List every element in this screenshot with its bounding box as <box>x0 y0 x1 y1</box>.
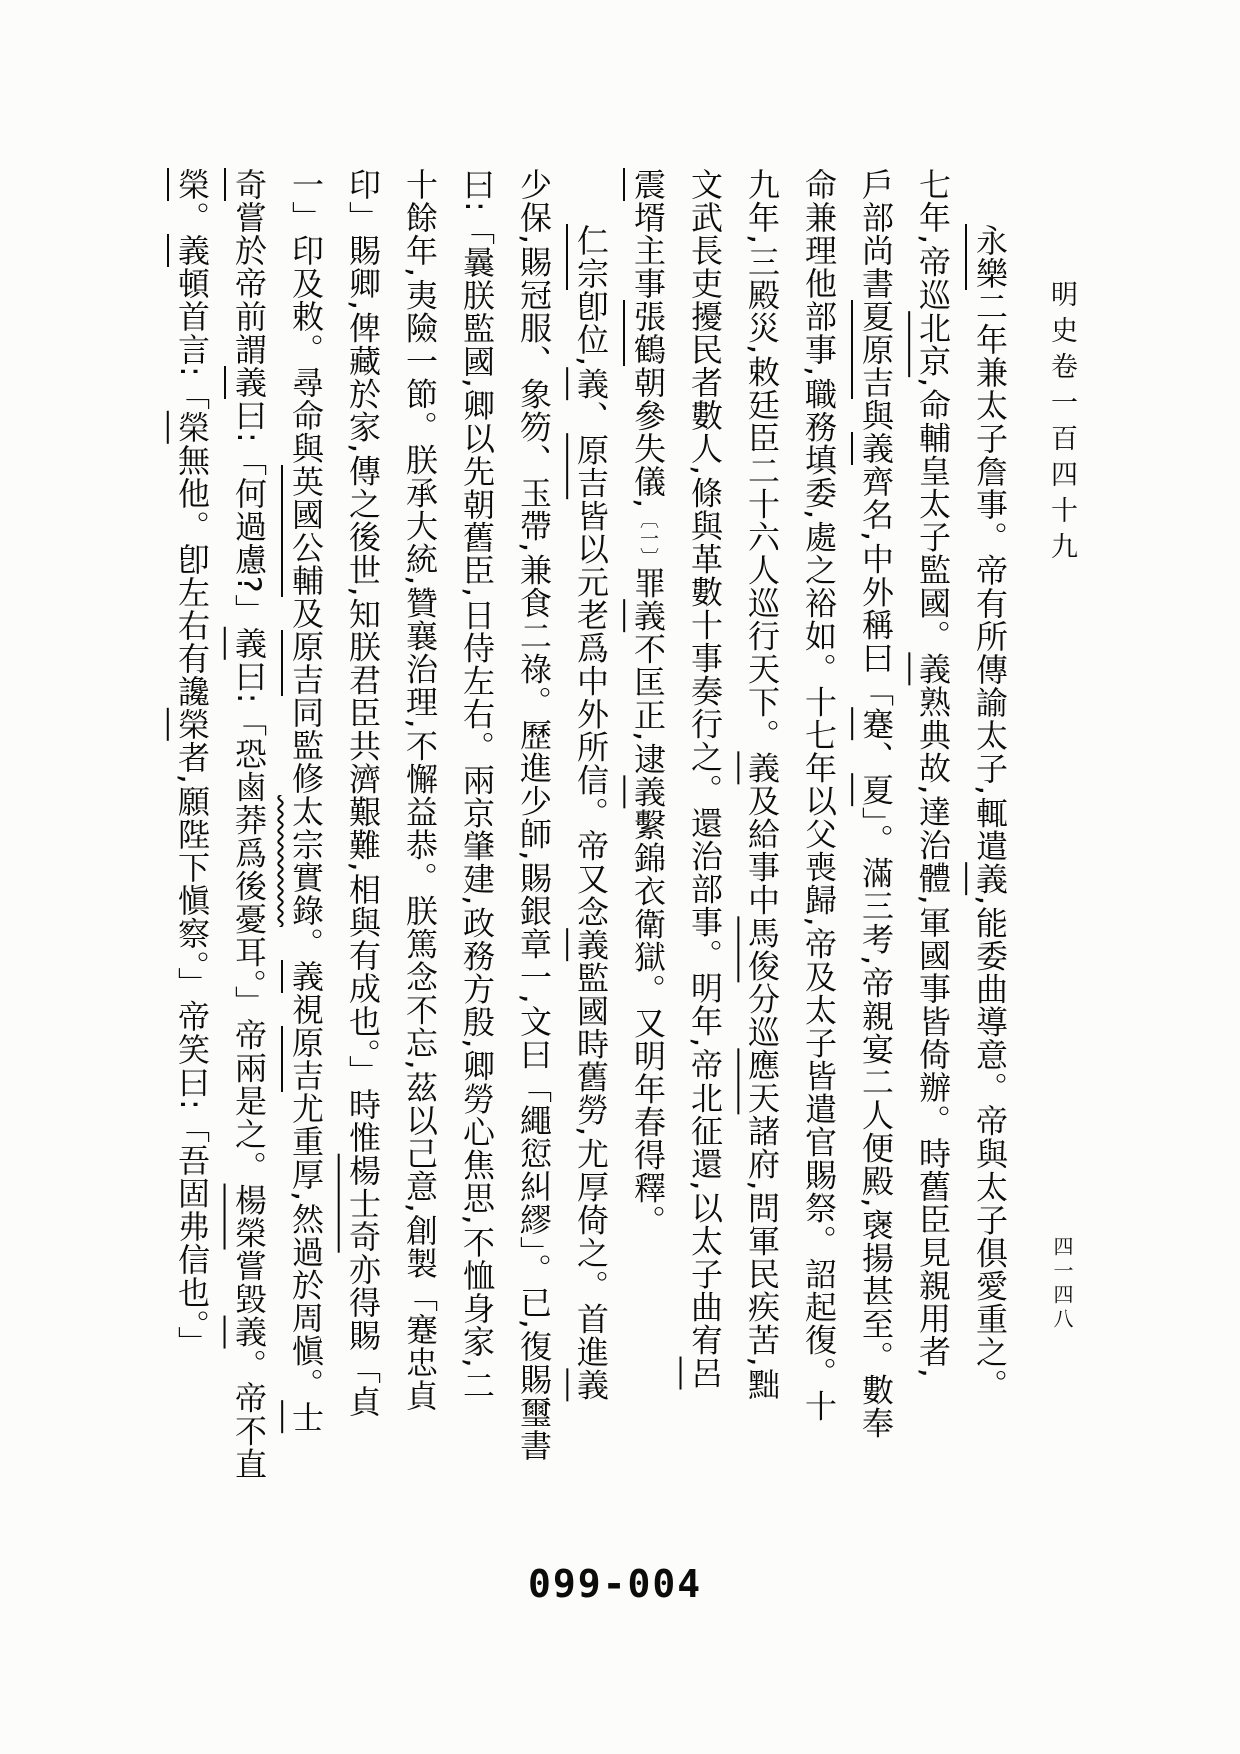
proper-name-mark: 義 <box>230 366 268 399</box>
proper-name-mark: 士 <box>287 1400 325 1434</box>
text-block <box>163 168 1018 1568</box>
text-column <box>391 168 448 1568</box>
proper-name-mark: 奇 <box>230 168 268 201</box>
proper-name-mark: 榮 <box>173 168 211 201</box>
scan-footer-code: 099-004 <box>528 1562 703 1606</box>
text-column <box>277 168 334 1568</box>
text-run: 十餘年,夷險一節。朕承大統,贊襄治理,不懈益恭。朕篤念不忘,茲以己意,創製「蹇忠貞 <box>401 168 439 1412</box>
proper-name-mark: 義 <box>971 862 1009 896</box>
proper-name-mark: 義 <box>572 928 610 962</box>
proper-name-mark: 榮 <box>173 410 211 444</box>
text-column <box>163 168 220 1568</box>
proper-name-mark: 仁宗 <box>572 224 610 290</box>
proper-name-mark: 榮 <box>173 707 211 741</box>
text-column <box>220 168 277 1568</box>
proper-name-mark: 義 <box>629 599 667 633</box>
text-run: 嘗於帝前謂 <box>230 201 268 366</box>
text-run: 罪 <box>629 566 667 600</box>
proper-name-mark: 義 <box>572 1368 610 1402</box>
text-run: 」。滿三考,帝親宴二人便殿,襃揚甚至。數奉 <box>857 806 895 1440</box>
proper-name-mark: 義 <box>572 367 610 401</box>
folio-page-number: 四一四八 <box>1050 1236 1074 1332</box>
text-column <box>790 168 847 1568</box>
text-run: 戶部尚書 <box>857 168 895 300</box>
proper-name-mark: 張鶴 <box>629 300 667 366</box>
text-run: 少保,賜冠服、象笏、玉帶,兼食二祿。歷進少師,賜銀章一,文曰「繩愆糾繆」。已,復賜璽書 <box>515 168 553 1462</box>
text-run: 曰:「恐鹵莽爲後憂耳。」帝兩是之。 <box>230 659 268 1184</box>
text-run: 一」印及敕。尋命與 <box>287 168 325 465</box>
proper-name-mark: 義 <box>230 1315 268 1349</box>
text-column <box>448 168 505 1568</box>
proper-name-mark: 原吉 <box>287 1026 325 1092</box>
text-run: 九年,三殿災,敕廷臣二十六人巡行天下。 <box>743 168 781 752</box>
proper-name-mark: 義 <box>629 775 667 809</box>
text-column <box>619 168 676 1568</box>
text-run: 同監修 <box>287 696 325 795</box>
text-run: 尤重厚,然過於周愼。 <box>287 1092 325 1401</box>
book-title-mark: 太宗實錄 <box>287 795 325 927</box>
text-run: 命兼理他部事,職務填委,處之裕如。十七年以父喪歸,帝及太子皆遣官賜祭。詔起復。十 <box>800 168 838 1423</box>
text-run: 壻主事 <box>629 201 667 300</box>
text-run: 及 <box>287 597 325 630</box>
text-column <box>904 168 961 1568</box>
proper-name-mark: 應天 <box>743 1048 781 1115</box>
proper-name-mark: 蹇 <box>857 707 895 741</box>
proper-name-mark: 馬俊 <box>743 916 781 983</box>
text-run: 印」賜卿,俾藏於家,傳之後世,知朕君臣共濟艱難,相與有成也。」時惟 <box>344 168 382 1154</box>
proper-name-mark: 義 <box>230 626 268 660</box>
text-run: 曰:「曩朕監國,卿以先朝舊臣,日侍左右。兩京肇建,政務方殷,卿勞心焦思,不恤身家,二 <box>458 168 496 1402</box>
text-column <box>334 168 391 1568</box>
proper-name-mark: 呂 <box>686 1356 724 1390</box>
proper-name-mark: 原吉 <box>287 630 325 696</box>
text-run: 皆以元老爲中外所信。帝又念 <box>572 499 610 929</box>
text-run: 。 <box>173 201 211 234</box>
text-column <box>676 168 733 1568</box>
text-run: 朝參失儀, <box>629 366 667 510</box>
proper-name-mark: 夏原吉 <box>857 300 895 399</box>
proper-name-mark: 楊榮 <box>230 1183 268 1250</box>
text-column <box>847 168 904 1568</box>
text-run: 七年,帝巡 <box>914 168 952 312</box>
collation-note: 〔一〕 <box>637 509 659 567</box>
text-run: 不匡正,逮 <box>629 632 667 776</box>
text-run: 。 <box>287 927 325 960</box>
text-run: 。帝不直 <box>230 1348 268 1481</box>
text-run: 與 <box>857 399 895 432</box>
text-run: 分巡 <box>743 982 781 1049</box>
text-run: ,命輔皇太子監國。 <box>914 377 952 653</box>
text-run: ,能委曲導意。帝與太子俱愛重之。 <box>971 895 1009 1402</box>
text-run: 、 <box>857 740 895 774</box>
proper-name-mark: 義 <box>857 432 895 465</box>
proper-name-mark: 義 <box>914 652 952 686</box>
proper-name-mark: 夏 <box>857 773 895 807</box>
proper-name-mark: 震 <box>629 168 667 201</box>
text-column <box>733 168 790 1568</box>
text-run: 監國時舊勞,尤厚倚之。首進 <box>572 961 610 1369</box>
proper-name-mark: 義 <box>287 960 325 993</box>
text-run: 諸府,問軍民疾苦,黜 <box>743 1114 781 1401</box>
text-run: 亦得賜「貞 <box>344 1252 382 1418</box>
text-run: 者,願陛下愼察。」帝笑曰:「吾固弗信也。」 <box>173 740 211 1359</box>
text-run: 嘗毀 <box>230 1249 268 1316</box>
running-head-title: 明史卷一百四十九 <box>1046 280 1077 568</box>
text-run: 及給事中 <box>743 784 781 917</box>
text-run: 曰:「何過慮?」 <box>230 399 268 627</box>
proper-name-mark: 楊士奇 <box>344 1153 382 1253</box>
text-run: 卽位, <box>572 290 610 368</box>
text-run: 視 <box>287 993 325 1026</box>
proper-name-mark: 義 <box>173 234 211 267</box>
text-run: 二年兼太子詹事。帝有所傳諭太子,輒遣 <box>971 290 1009 863</box>
text-column <box>505 168 562 1568</box>
text-run: 熟典故,達治體,軍國事皆倚辦。時舊臣見親用者, <box>914 685 952 1379</box>
text-run: 頓首言:「 <box>173 267 211 411</box>
text-column <box>961 168 1018 1568</box>
text-run: 無他。卽左右有讒 <box>173 443 211 708</box>
proper-name-mark: 北京 <box>914 311 952 378</box>
proper-name-mark: 永樂 <box>971 224 1009 290</box>
text-run: 齊名,中外稱曰「 <box>857 465 895 708</box>
proper-name-mark: 英國公輔 <box>287 465 325 597</box>
proper-name-mark: 義 <box>743 751 781 785</box>
text-run: 文武長吏擾民者數人,條與革數十事奏行之。還治部事。明年,帝北征還,以太子曲宥 <box>686 168 724 1357</box>
proper-name-mark: 原吉 <box>572 433 610 500</box>
text-run: 繫錦衣衛獄。又明年春得釋。 <box>629 808 667 1238</box>
text-run: 、 <box>572 400 610 434</box>
text-column <box>562 168 619 1568</box>
